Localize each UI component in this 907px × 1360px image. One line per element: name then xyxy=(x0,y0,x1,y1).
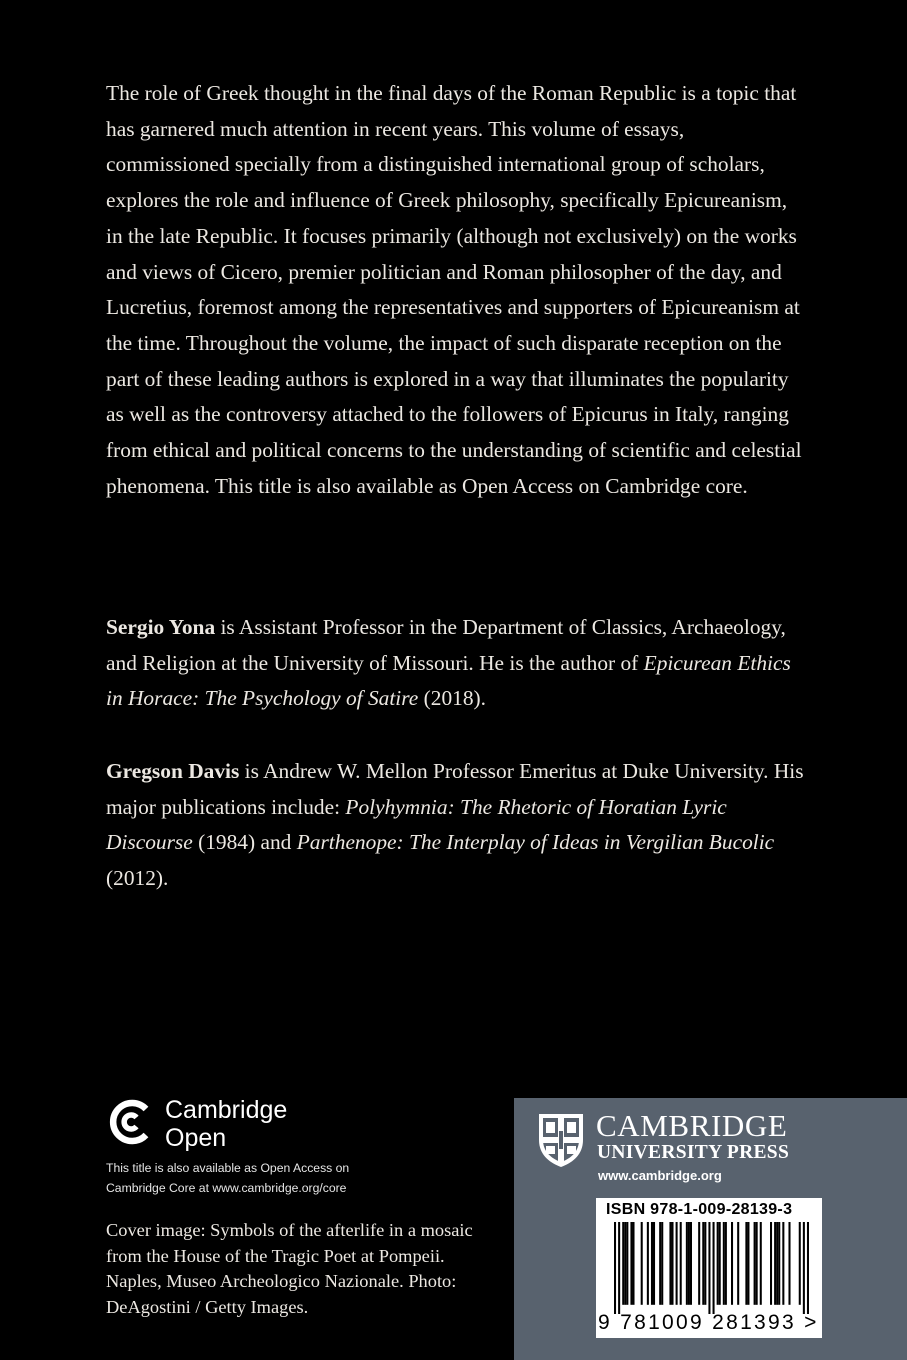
open-access-note: This title is also available as Open Access on Cambridge Core at www.cambridge.org/core xyxy=(106,1161,350,1195)
barcode-bar xyxy=(776,1222,778,1305)
barcode-bar xyxy=(747,1222,749,1305)
barcode-bar xyxy=(774,1222,776,1305)
book-description: The role of Greek thought in the final days of the Roman Republic is a topic that has garnered much attention in recent years. This volume of essays, commissioned specially from a distinguished international group of scholars, explores the role and influence of Greek philosophy, specifically Epicureanism, in the late Republic. It focuses primarily (although not exclusively) on the works and views of Cicero, premier politician and Roman philosopher of the day, and Lucretius, foremost among the representatives and supporters of Epicureanism at the time. Throughout the volume, the impact of such disparate reception on the part of these leading authors is explored in a way that illuminates the popularity as well as the controversy attached to the followers of Epicurus in Italy, ranging from ethical and political concerns to the understanding of scientific and celestial phenomena. This title is also available as Open Access on Cambridge core. xyxy=(106,81,802,498)
cambridge-open-wordmark: Cambridge Open xyxy=(165,1096,288,1152)
barcode-bar xyxy=(618,1222,620,1314)
barcode-bar xyxy=(702,1222,704,1305)
barcode-bar xyxy=(686,1222,688,1305)
barcode-bar xyxy=(614,1222,616,1314)
press-url: www.cambridge.org xyxy=(598,1168,722,1183)
barcode-bar xyxy=(717,1222,719,1305)
barcode-bar xyxy=(653,1222,655,1305)
barcode-bar xyxy=(626,1222,628,1305)
barcode-bar xyxy=(770,1222,772,1305)
barcode-bar xyxy=(704,1222,706,1305)
barcode xyxy=(614,1222,809,1314)
barcode-bar xyxy=(731,1222,733,1305)
barcode-bar xyxy=(688,1222,690,1305)
barcode-digits: 9 781009 281393 > xyxy=(598,1311,819,1334)
barcode-bar xyxy=(651,1222,653,1305)
barcode-bar xyxy=(788,1222,790,1305)
author-name: Gregson Davis xyxy=(106,759,240,783)
barcode-bar xyxy=(803,1222,805,1314)
barcode-bar xyxy=(632,1222,634,1305)
press-name: CAMBRIDGE xyxy=(596,1108,788,1143)
barcode-bar xyxy=(725,1222,727,1305)
barcode-bar xyxy=(624,1222,626,1305)
cambridge-open-logo-icon xyxy=(106,1097,156,1147)
barcode-bar xyxy=(622,1222,624,1305)
barcode-bar xyxy=(669,1222,671,1305)
barcode-bar xyxy=(754,1222,756,1305)
barcode-bar xyxy=(647,1222,649,1305)
barcode-bar xyxy=(690,1222,692,1305)
book-title: Polyhymnia: The Rhetoric of Horatian Lyric Discourse xyxy=(106,794,727,855)
barcode-bar xyxy=(745,1222,747,1305)
author-bio-gregson-davis: Gregson Davis is Andrew W. Mellon Professor Emeritus at Duke University. His major publications include: Polyhymnia: The Rhetoric of Horatian Lyric Discourse (1984) and Parthenope: The Interplay of Ideas in Vergilian Bucolic (2012). xyxy=(106,759,804,891)
barcode-bar xyxy=(719,1222,721,1305)
author-name: Sergio Yona xyxy=(106,615,216,639)
publisher-panel xyxy=(514,1098,907,1360)
barcode-bar xyxy=(661,1222,663,1305)
barcode-bar xyxy=(671,1222,673,1305)
university-shield-icon xyxy=(537,1112,585,1168)
barcode-bar xyxy=(713,1222,715,1314)
barcode-bar xyxy=(659,1222,661,1305)
barcode-bar xyxy=(698,1222,700,1305)
barcode-bar xyxy=(641,1222,643,1305)
barcode-bar xyxy=(760,1222,762,1305)
press-subtitle: UNIVERSITY PRESS xyxy=(597,1142,790,1163)
cover-image-credit: Cover image: Symbols of the afterlife in a mosaic from the House of the Tragic Poet at Pompeii. Naples, Museo Archeologico Nazionale. Photo: DeAgostini / Getty Images. xyxy=(106,1220,473,1317)
barcode-bar xyxy=(676,1222,678,1305)
barcode-bar xyxy=(723,1222,725,1305)
barcode-box xyxy=(596,1198,822,1338)
barcode-bar xyxy=(708,1222,710,1314)
barcode-bar xyxy=(807,1222,809,1314)
barcode-bar xyxy=(799,1222,801,1305)
barcode-bar xyxy=(778,1222,780,1305)
barcode-bar xyxy=(630,1222,632,1305)
author-bio-sergio-yona: Sergio Yona is Assistant Professor in the Department of Classics, Archaeology, and Religion at the University of Missouri. He is the author of Epicurean Ethics in Horace: The Psychology of Satire (2018). xyxy=(106,615,791,711)
book-title: Epicurean Ethics in Horace: The Psychology of Satire xyxy=(106,650,791,711)
book-title: Parthenope: The Interplay of Ideas in Vergilian Bucolic xyxy=(296,830,775,855)
isbn-label: ISBN 978-1-009-28139-3 xyxy=(606,1201,793,1218)
barcode-bar xyxy=(680,1222,682,1305)
barcode-bar xyxy=(756,1222,758,1305)
barcode-bar xyxy=(737,1222,739,1305)
barcode-bar xyxy=(782,1222,784,1305)
